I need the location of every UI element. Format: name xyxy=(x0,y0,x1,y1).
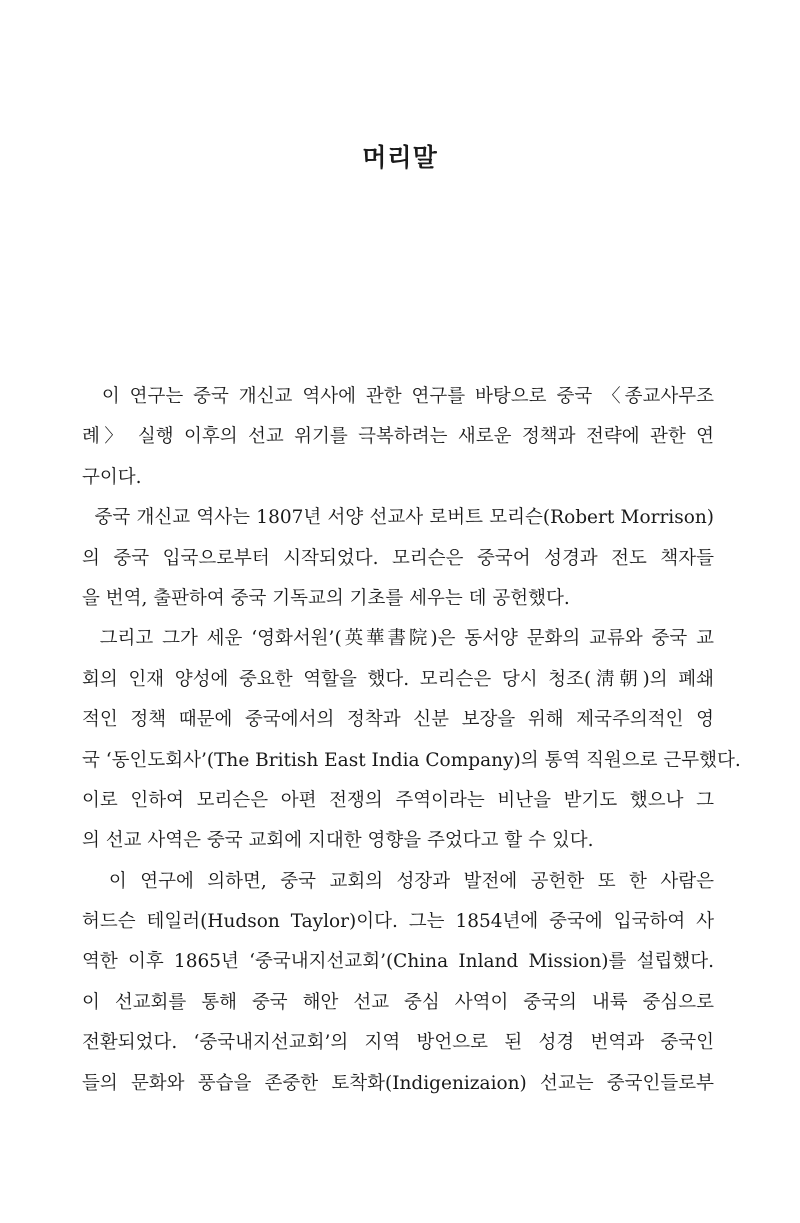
text-line: 의 선교 사역은 중국 교회에 지대한 영향을 주었다고 할 수 있다. xyxy=(82,830,594,852)
text-line: 역한 이후 1865년 ‘중국내지선교회’(China Inland Mission)를 설립했다. xyxy=(82,951,714,973)
text-line: 이로 인하여 모리슨은 아편 전쟁의 주역이라는 비난을 받기도 했으나 그 xyxy=(82,789,714,811)
text-line: 례〉 실행 이후의 선교 위기를 극복하려는 새로운 정책과 전략에 관한 연 xyxy=(82,426,714,448)
text-line: 국 ‘동인도회사’(The British East India Company)의 통역 직원으로 근무했다. xyxy=(82,749,741,771)
text-line: 전환되었다. ‘중국내지선교회’의 지역 방언으로 된 성경 번역과 중국인 xyxy=(82,1032,714,1054)
text-line: 허드슨 테일러(Hudson Taylor)이다. 그는 1854년에 중국에 입국하여 사 xyxy=(82,911,714,933)
text-line: 의 중국 입국으로부터 시작되었다. 모리슨은 중국어 성경과 전도 책자들 xyxy=(82,547,714,569)
text-line: 그리고 그가 세운 ‘영화서원’(英華書院)은 동서양 문화의 교류와 중국 교 xyxy=(82,628,714,650)
text-line: 이 연구는 중국 개신교 역사에 관한 연구를 바탕으로 중국 〈종교사무조 xyxy=(82,386,714,407)
text-line: 적인 정책 때문에 중국에서의 정착과 신분 보장을 위해 제국주의적인 영 xyxy=(82,709,714,731)
text-line: 회의 인재 양성에 중요한 역할을 했다. 모리슨은 당시 청조(淸朝)의 폐쇄 xyxy=(82,668,714,690)
text-line: 중국 개신교 역사는 1807년 서양 선교사 로버트 모리슨(Robert Morrison) xyxy=(82,507,714,529)
text-line: 들의 문화와 풍습을 존중한 토착화(Indigenizaion) 선교는 중국인들로부 xyxy=(82,1072,714,1094)
body-text xyxy=(82,377,741,1104)
text-line: 이 연구에 의하면, 중국 교회의 성장과 발전에 공헌한 또 한 사람은 xyxy=(82,870,714,892)
text-line: 이 선교회를 통해 중국 해안 선교 중심 사역이 중국의 내륙 중심으로 xyxy=(82,991,714,1013)
text-line: 을 번역, 출판하여 중국 기독교의 기초를 세우는 데 공헌했다. xyxy=(82,587,570,609)
text-line: 구이다. xyxy=(82,466,142,488)
page-title: 머리말 xyxy=(362,143,438,172)
